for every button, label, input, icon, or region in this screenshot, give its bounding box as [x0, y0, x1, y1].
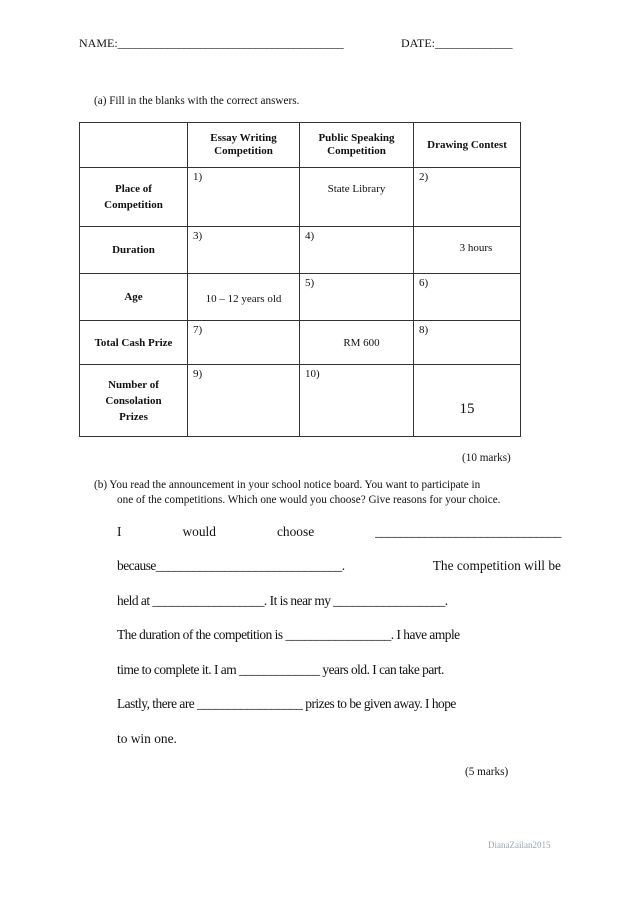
- blank-cell-3[interactable]: [188, 227, 300, 274]
- answer-text: State Library: [327, 183, 386, 195]
- row-label-line: Number of: [108, 378, 159, 391]
- table-corner-cell: [80, 123, 188, 168]
- name-label: NAME:: [79, 36, 118, 50]
- blank-number: 10): [305, 368, 320, 380]
- blank-number: 4): [305, 230, 315, 242]
- answer-line-2: [117, 558, 561, 574]
- answer-text: 10 – 12 years old: [205, 293, 282, 305]
- header-drawing-contest: [414, 123, 521, 168]
- competition-table: [79, 122, 521, 437]
- row-label-cash-prize: [80, 321, 188, 365]
- blank-cell-5[interactable]: [300, 274, 414, 321]
- part-a-marks: (10 marks): [462, 452, 511, 464]
- text-fragment: The competition will be: [432, 558, 561, 573]
- part-b-question-line1: (b) You read the announcement in your school notice board. You want to participate in: [94, 479, 481, 491]
- date-label: DATE:: [401, 36, 435, 50]
- answer-line-7: to win one.: [117, 731, 177, 746]
- table-row: [80, 168, 521, 227]
- answer-line-6[interactable]: Lastly, there are _________________ prizes to be given away. I hope: [117, 696, 456, 711]
- answer-line-4[interactable]: The duration of the competition is _________________. I have ample: [117, 627, 460, 642]
- blank-number: 9): [193, 368, 203, 380]
- date-field: [401, 36, 512, 51]
- header-line: Essay Writing: [210, 132, 277, 144]
- header-essay-writing: [188, 123, 300, 168]
- table-row: [80, 274, 521, 321]
- answer-cell: [414, 365, 521, 437]
- blank-cell-1[interactable]: [188, 168, 300, 227]
- part-a-instruction: (a) Fill in the blanks with the correct answers.: [94, 95, 300, 107]
- answer-cell: [414, 227, 521, 274]
- name-blank: _________________________________________: [117, 36, 344, 50]
- blank-cell-9[interactable]: [188, 365, 300, 437]
- reason-blank[interactable]: because______________________________.: [117, 558, 345, 573]
- row-label-line: Total Cash Prize: [94, 336, 173, 349]
- answer-line-5[interactable]: time to complete it. I am _____________ years old. I can take part.: [117, 662, 444, 677]
- blank-number: 5): [305, 277, 315, 289]
- answer-text: 3 hours: [459, 242, 493, 254]
- header-line: Drawing Contest: [427, 138, 507, 151]
- answer-text: RM 600: [343, 337, 380, 349]
- table-row: [80, 227, 521, 274]
- answer-cell: [300, 168, 414, 227]
- row-label-line: Duration: [112, 244, 155, 256]
- table-row: [80, 321, 521, 365]
- blank-cell-4[interactable]: [300, 227, 414, 274]
- answer-line-1: [117, 524, 561, 540]
- footer-author: DianaZailan2015: [488, 840, 551, 850]
- word: would: [182, 524, 216, 539]
- row-label-line: Consolation: [105, 394, 162, 407]
- header-line: Public Speaking: [318, 132, 395, 144]
- row-label-age: [80, 274, 188, 321]
- header-line: Competition: [327, 145, 386, 157]
- blank-cell-6[interactable]: [414, 274, 521, 321]
- blank-number: 2): [419, 171, 429, 183]
- answer-cell: [300, 321, 414, 365]
- blank-cell-8[interactable]: [414, 321, 521, 365]
- row-label-duration: [80, 227, 188, 274]
- row-label-line: Prizes: [119, 410, 148, 423]
- answer-text: 15: [459, 401, 475, 417]
- answer-line-3[interactable]: held at __________________. It is near my __________________.: [117, 593, 448, 608]
- header-line: Competition: [214, 145, 273, 157]
- row-label-line: Competition: [104, 199, 163, 211]
- blank-cell-10[interactable]: [300, 365, 414, 437]
- blank-cell-2[interactable]: [414, 168, 521, 227]
- blank-number: 7): [193, 324, 203, 336]
- part-b-question-line2: one of the competitions. Which one would you choose? Give reasons for your choice.: [117, 494, 501, 506]
- blank-cell-7[interactable]: [188, 321, 300, 365]
- name-field: [79, 36, 343, 51]
- row-label-place: [80, 168, 188, 227]
- answer-cell: [188, 274, 300, 321]
- table-header-row: [80, 123, 521, 168]
- header-public-speaking: [300, 123, 414, 168]
- word: choose: [276, 524, 315, 539]
- choice-blank[interactable]: ______________________________: [375, 524, 561, 539]
- row-label-line: Place of: [115, 183, 152, 195]
- blank-number: 3): [193, 230, 203, 242]
- table-row: [80, 365, 521, 437]
- part-b-marks: (5 marks): [465, 766, 509, 778]
- row-label-line: Age: [124, 291, 143, 303]
- blank-number: 8): [419, 324, 429, 336]
- word: I: [117, 524, 122, 539]
- blank-number: 1): [193, 171, 203, 183]
- row-label-consolation-prizes: [80, 365, 188, 437]
- blank-number: 6): [419, 277, 429, 289]
- date-blank: ______________: [435, 36, 512, 50]
